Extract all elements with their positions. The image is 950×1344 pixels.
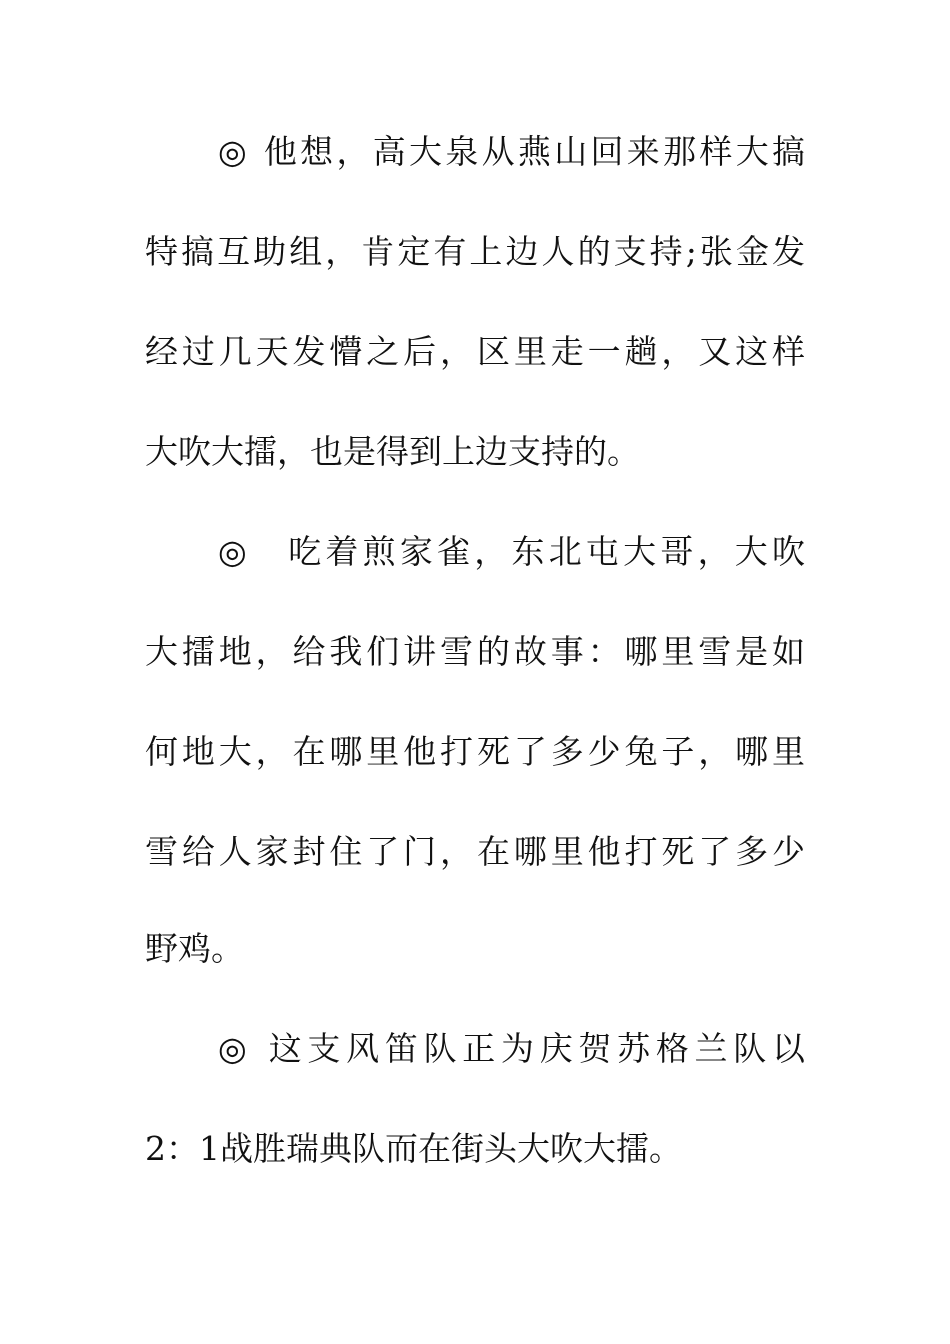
paragraph-3-line-2: 2：1战胜瑞典队而在街头大吹大擂。 <box>145 1129 682 1168</box>
paragraph-2-line-1: ◎ 吃着煎家雀，东北屯大哥，大吹 <box>218 532 805 571</box>
paragraph-1-line-3: 经过几天发懵之后，区里走一趟，又这样 <box>145 332 805 371</box>
paragraph-2-line-3: 何地大，在哪里他打死了多少兔子，哪里 <box>145 732 805 771</box>
paragraph-3-line-1: ◎ 这支风笛队正为庆贺苏格兰队以 <box>218 1029 805 1068</box>
paragraph-2-line-4: 雪给人家封住了门，在哪里他打死了多少 <box>145 832 805 871</box>
paragraph-2-line-5: 野鸡。 <box>145 929 244 968</box>
paragraph-2-line-2: 大擂地，给我们讲雪的故事：哪里雪是如 <box>145 632 805 671</box>
paragraph-1-line-1: ◎ 他想，高大泉从燕山回来那样大搞 <box>218 132 805 171</box>
paragraph-1-line-4: 大吹大擂，也是得到上边支持的。 <box>145 432 640 471</box>
paragraph-1-line-2: 特搞互助组，肯定有上边人的支持;张金发 <box>145 232 805 271</box>
